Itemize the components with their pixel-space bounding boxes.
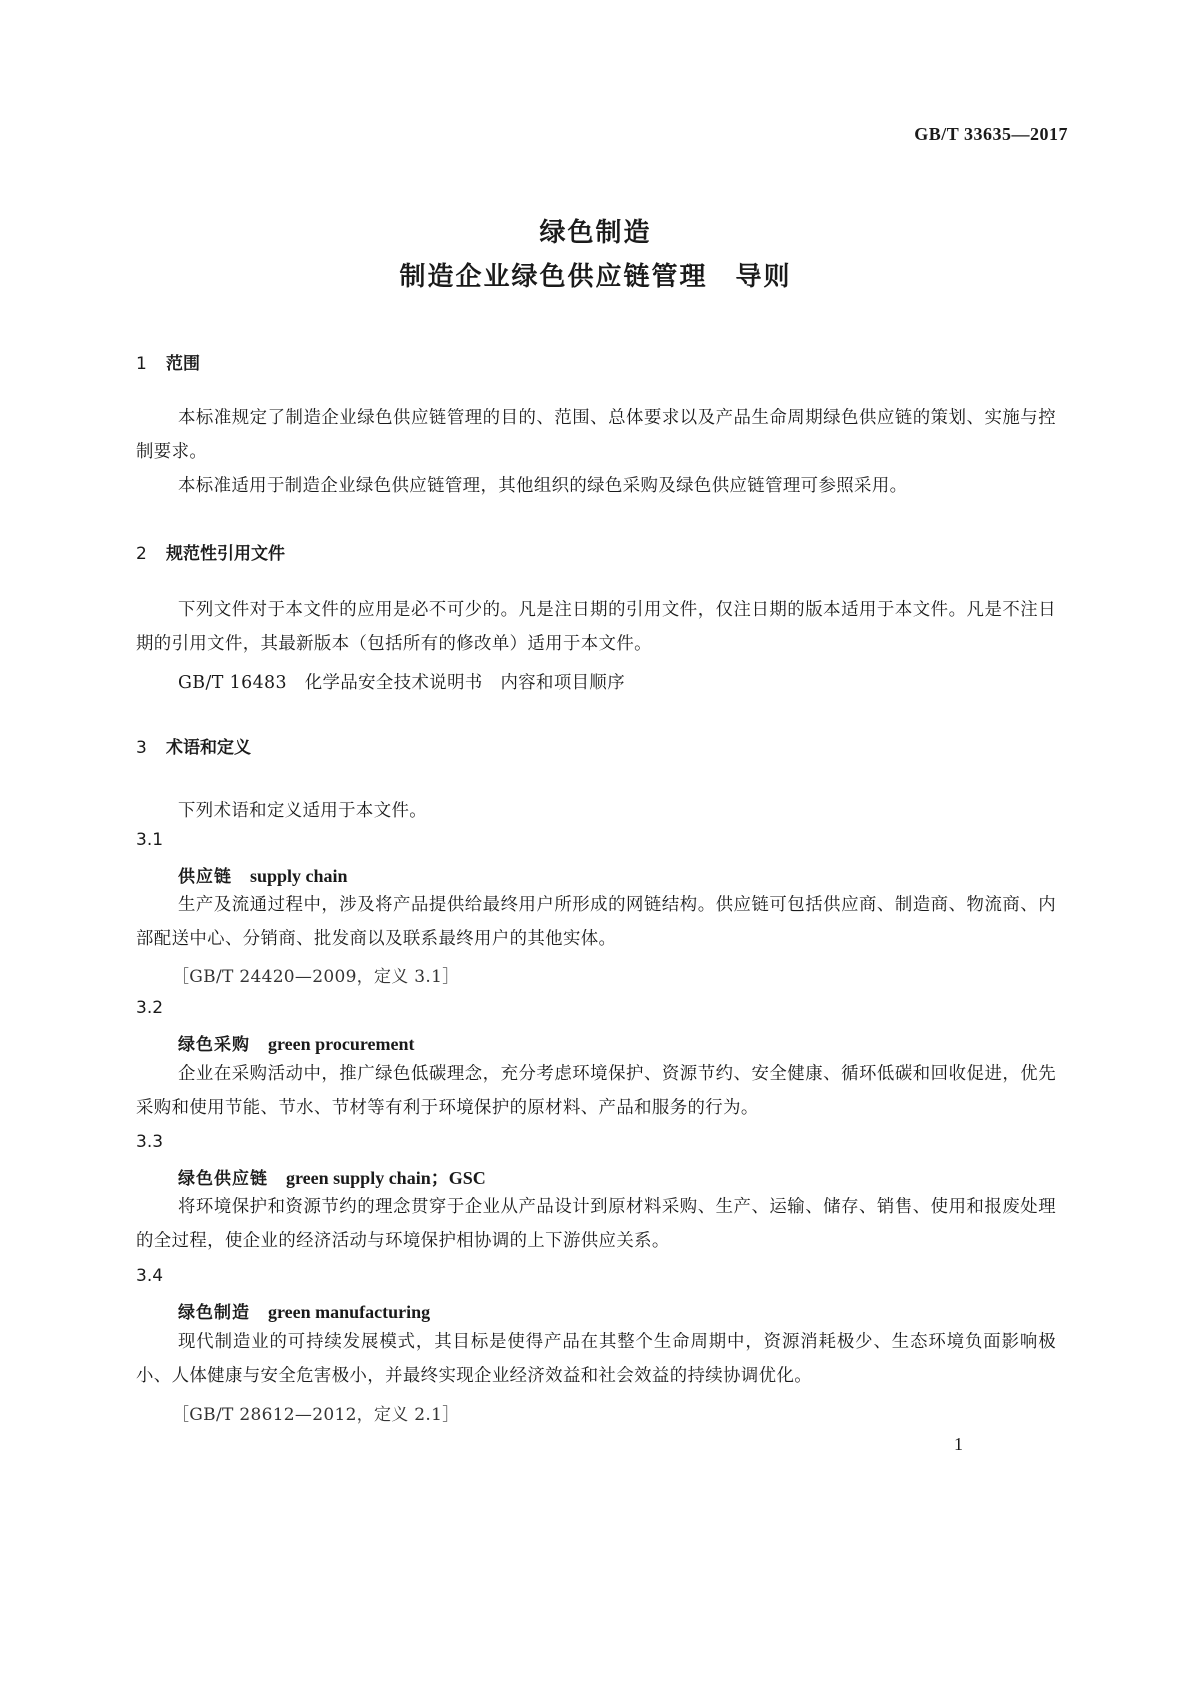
section-title: 范围 [166,354,200,374]
term-zh: 绿色采购 [178,1035,250,1055]
term-source: ［GB/T 28612—2012，定义 2.1］ [172,1405,460,1425]
term-definition: 现代制造业的可持续发展模式，其目标是使得产品在其整个生命周期中，资源消耗极少、生态环境负面影响极小、人体健康与安全危害极小，并最终实现企业经济效益和社会效益的持续协调优化。 [136,1332,1056,1386]
section-1-paragraph-2: 本标准适用于制造企业绿色供应链管理，其他组织的绿色采购及绿色供应链管理可参照采用。 [178,476,908,496]
section-3-intro: 下列术语和定义适用于本文件。 [178,801,428,821]
section-1-heading [136,349,200,374]
page-number: 1 [954,1434,963,1454]
term-en: green supply chain；GSC [286,1168,486,1188]
term-definition: 企业在采购活动中，推广绿色低碳理念，充分考虑环境保护、资源节约、安全健康、循环低碳和回收促进，优先采购和使用节能、节水、节材等有利于环境保护的原材料、产品和服务的行为。 [136,1064,1056,1118]
term-heading [178,1298,430,1323]
section-2-paragraph-1: 下列文件对于本文件的应用是必不可少的。凡是注日期的引用文件，仅注日期的版本适用于本文件。凡是不注日期的引用文件，其最新版本（包括所有的修改单）适用于本文件。 [136,600,1056,654]
standard-code: GB/T 33635—2017 [914,124,1068,144]
term-number: 3.4 [136,1266,164,1286]
term-source: ［GB/T 24420—2009，定义 3.1］ [172,967,460,987]
term-heading [178,1030,414,1055]
section-2-heading [136,539,285,564]
section-1-paragraph-1: 本标准规定了制造企业绿色供应链管理的目的、范围、总体要求以及产品生命周期绿色供应链的策划、实施与控制要求。 [136,408,1056,462]
section-3-heading [136,733,251,758]
term-number: 3.2 [136,998,164,1018]
term-definition: 生产及流通过程中，涉及将产品提供给最终用户所形成的网链结构。供应链可包括供应商、制造商、物流商、内部配送中心、分销商、批发商以及联系最终用户的其他实体。 [136,895,1056,949]
section-title: 规范性引用文件 [166,544,285,564]
title-line-2: 制造企业绿色供应链管理 导则 [399,262,792,292]
section-number: 1 [136,354,147,374]
section-title: 术语和定义 [166,738,251,758]
term-zh: 绿色制造 [178,1303,250,1323]
term-heading [178,862,348,887]
normative-reference: GB/T 16483 化学品安全技术说明书 内容和项目顺序 [178,673,626,693]
term-zh: 绿色供应链 [178,1169,268,1189]
section-number: 2 [136,544,147,564]
term-zh: 供应链 [178,867,232,887]
term-heading [178,1164,486,1190]
term-en: green manufacturing [268,1302,431,1322]
term-number: 3.1 [136,830,164,850]
term-definition: 将环境保护和资源节约的理念贯穿于企业从产品设计到原材料采购、生产、运输、储存、销售、使用和报废处理的全过程，使企业的经济活动与环境保护相协调的上下游供应关系。 [136,1197,1056,1251]
title-line-1: 绿色制造 [539,218,652,248]
term-en: supply chain [250,866,348,886]
section-number: 3 [136,738,147,758]
term-en: green procurement [268,1034,415,1054]
term-number: 3.3 [136,1132,164,1152]
